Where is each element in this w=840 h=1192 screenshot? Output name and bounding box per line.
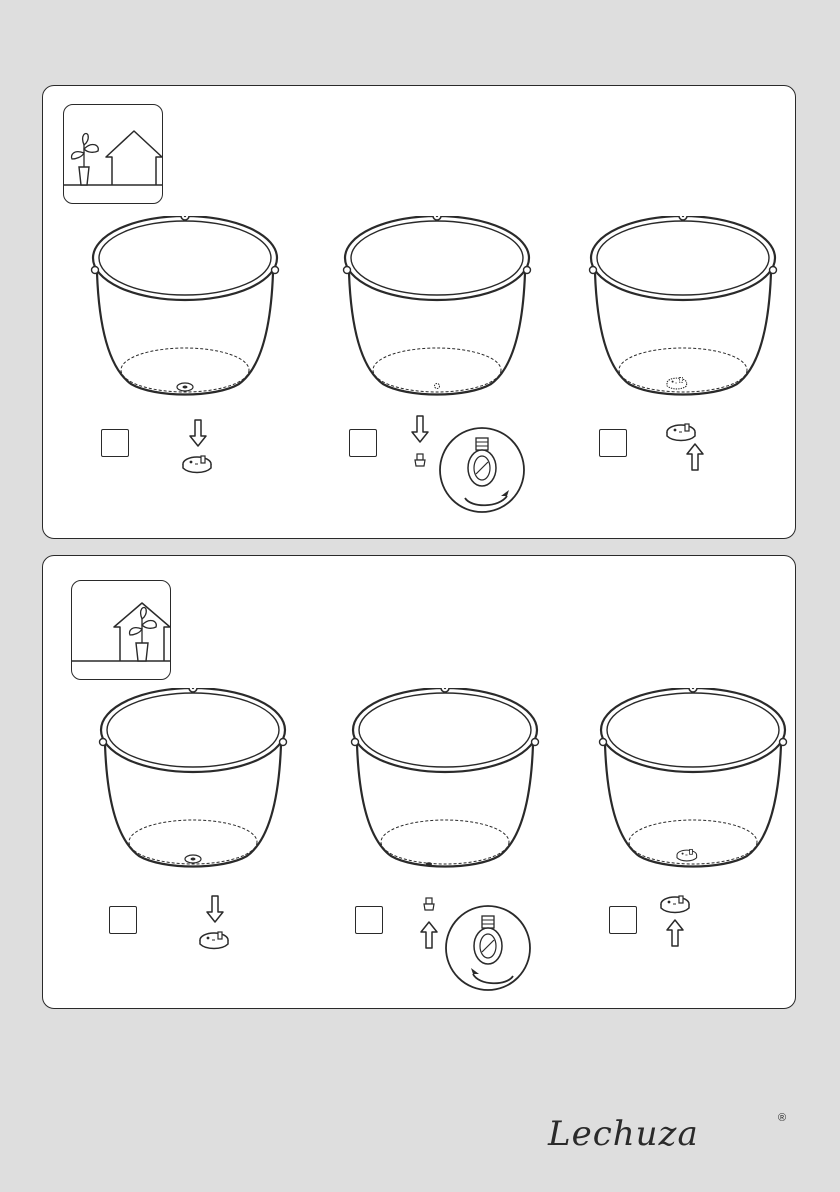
brand-logo xyxy=(548,1112,788,1162)
panel-outdoor xyxy=(42,85,796,539)
step-number xyxy=(610,907,636,933)
plant-inside-house-icon xyxy=(71,580,171,680)
panel-indoor xyxy=(42,555,796,1009)
step-3-remove-base xyxy=(571,216,821,526)
step-number xyxy=(110,907,136,933)
step-number xyxy=(356,907,382,933)
step-number xyxy=(350,430,376,456)
step-box xyxy=(355,906,383,934)
step-box xyxy=(609,906,637,934)
step-number xyxy=(600,430,626,456)
step-2-insert-plug xyxy=(325,216,575,526)
step-box xyxy=(599,429,627,457)
step-2-insert-plug xyxy=(333,688,583,998)
step-box xyxy=(349,429,377,457)
brand-wordmark: Lechuza xyxy=(548,1114,699,1154)
plant-outside-house-icon xyxy=(63,104,163,204)
step-box xyxy=(109,906,137,934)
step-1-attach-base xyxy=(81,688,331,998)
step-1-attach-base xyxy=(73,216,323,526)
step-3-remove-base xyxy=(581,688,831,998)
step-box xyxy=(101,429,129,457)
registered-mark: ® xyxy=(778,1112,787,1124)
step-number xyxy=(102,430,128,456)
